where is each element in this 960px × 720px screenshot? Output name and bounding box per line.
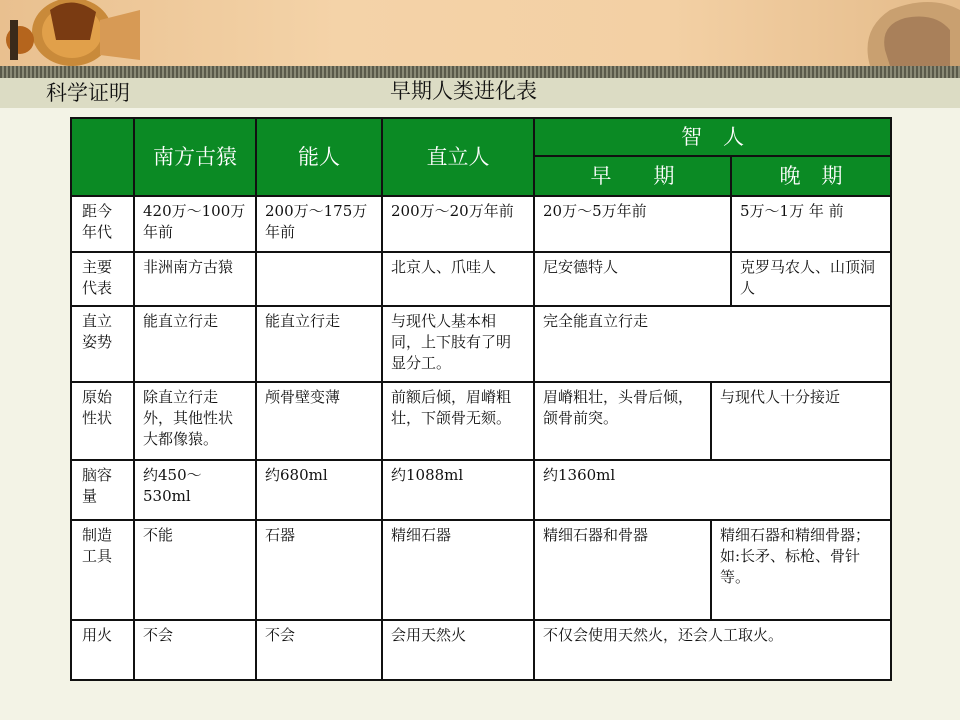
table-cell (256, 252, 382, 306)
header-corner (71, 118, 134, 196)
col-homo-sapiens: 智 人 (534, 118, 891, 156)
col-sapiens-early: 早 期 (534, 156, 731, 196)
table-row (71, 520, 891, 620)
row-label: 距今年代 (71, 196, 134, 252)
table-cell: 会用天然火 (382, 620, 534, 680)
table-cell: 200万～20万年前 (382, 196, 534, 252)
ancient-warrior-illustration (0, 0, 150, 66)
col-homo-erectus: 直立人 (382, 118, 534, 196)
col-homo-habilis: 能人 (256, 118, 382, 196)
table-cell: 约450～530ml (134, 460, 256, 520)
table-cell: 尼安德特人 (534, 252, 731, 306)
table-cell: 非洲南方古猿 (134, 252, 256, 306)
table-cell: 精细石器和骨器 (534, 520, 711, 620)
table-cell: 与现代人基本相同，上下肢有了明显分工。 (382, 306, 534, 382)
statue-head-illustration (850, 0, 960, 66)
row-label: 原始性状 (71, 382, 134, 460)
decorative-stripe (0, 66, 960, 78)
table-cell: 不能 (134, 520, 256, 620)
table-cell: 不仅会使用天然火，还会人工取火。 (534, 620, 891, 680)
row-label: 主要代表 (71, 252, 134, 306)
table-cell: 与现代人十分接近 (711, 382, 891, 460)
table-cell: 不会 (134, 620, 256, 680)
table-cell: 能直立行走 (256, 306, 382, 382)
section-label: 科学证明 (46, 81, 130, 105)
table-row (71, 306, 891, 382)
row-label: 脑容量 (71, 460, 134, 520)
table-cell: 不会 (256, 620, 382, 680)
col-sapiens-late: 晚 期 (731, 156, 891, 196)
table-row (71, 620, 891, 680)
row-label: 直立姿势 (71, 306, 134, 382)
row-label: 制造工具 (71, 520, 134, 620)
col-australopithecus: 南方古猿 (134, 118, 256, 196)
table-cell: 完全能直立行走 (534, 306, 891, 382)
table-cell: 前额后倾，眉嵴粗壮，下颌骨无颏。 (382, 382, 534, 460)
table-cell: 5万～1万 年 前 (731, 196, 891, 252)
row-label: 用火 (71, 620, 134, 680)
table-cell: 能直立行走 (134, 306, 256, 382)
table-cell: 克罗马农人、山顶洞人 (731, 252, 891, 306)
table-cell: 眉嵴粗壮，头骨后倾，颌骨前突。 (534, 382, 711, 460)
table-cell: 北京人、爪哇人 (382, 252, 534, 306)
table-cell: 除直立行走外，其他性状大都像猿。 (134, 382, 256, 460)
table-cell: 约1088ml (382, 460, 534, 520)
table-row (71, 382, 891, 460)
header-row (71, 118, 891, 156)
table-cell: 420万～100万年前 (134, 196, 256, 252)
table-cell: 约680ml (256, 460, 382, 520)
table-row (71, 252, 891, 306)
table-cell: 20万～5万年前 (534, 196, 731, 252)
top-banner (0, 0, 960, 66)
table-cell: 200万～175万年前 (256, 196, 382, 252)
table-cell: 石器 (256, 520, 382, 620)
human-evolution-table (70, 117, 892, 681)
table-cell: 精细石器和精细骨器；如:长矛、标枪、骨针等。 (711, 520, 891, 620)
table-cell: 精细石器 (382, 520, 534, 620)
table-cell: 约1360ml (534, 460, 891, 520)
page-title: 早期人类进化表 (390, 79, 537, 103)
table-row (71, 460, 891, 520)
table-row (71, 196, 891, 252)
table-cell: 颅骨壁变薄 (256, 382, 382, 460)
